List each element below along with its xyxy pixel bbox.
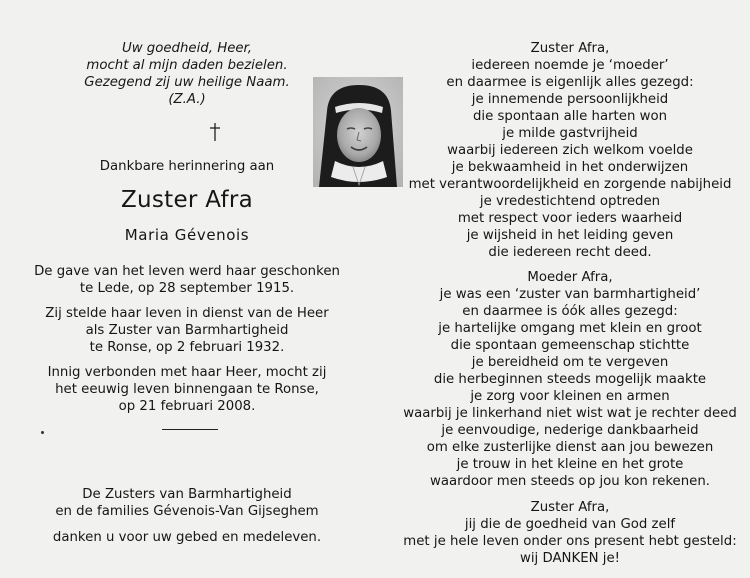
poem-line: je eenvoudige, nederige dankbaarheid bbox=[441, 423, 699, 438]
divider-line bbox=[162, 429, 218, 430]
prayer-line: Gezegend zij uw heilige Naam. bbox=[84, 75, 290, 90]
poem-line: iedereen noemde je ‘moeder’ bbox=[471, 58, 669, 73]
poem-line: waarbij je linkerhand niet wist wat je rechter deed bbox=[403, 406, 737, 421]
bio-line: als Zuster van Barmhartigheid bbox=[85, 323, 289, 338]
poem-line: Zuster Afra, bbox=[530, 500, 610, 515]
prayer-line: Uw goedheid, Heer, bbox=[121, 41, 253, 56]
poem-line: met respect voor ieders waarheid bbox=[457, 211, 683, 226]
poem-line: waardoor men steeds op jou kon rekenen. bbox=[429, 474, 711, 489]
bio-line: Innig verbonden met haar Heer, mocht zij bbox=[47, 365, 327, 380]
poem-line: en daarmee is eigenlijk alles gezegd: bbox=[446, 75, 694, 90]
poem-line: je zorg voor kleinen en armen bbox=[470, 389, 670, 404]
bio-line: De gave van het leven werd haar geschonken bbox=[34, 264, 340, 279]
poem-line: je bekwaamheid in het onderwijzen bbox=[451, 160, 689, 175]
poem-line: je trouw in het kleine en het grote bbox=[456, 457, 684, 472]
poem-line: je innemende persoonlijkheid bbox=[471, 92, 669, 107]
prayer-line: mocht al mijn daden bezielen. bbox=[86, 58, 288, 73]
family-line: De Zusters van Barmhartigheid bbox=[82, 487, 292, 502]
poem-line: je was een ‘zuster van barmhartigheid’ bbox=[439, 287, 701, 302]
family-line: en de families Gévenois-Van Gijseghem bbox=[55, 504, 319, 519]
poem-line: die herbeginnen steeds mogelijk maakte bbox=[433, 372, 707, 387]
poem-line: Zuster Afra, bbox=[530, 41, 610, 56]
poem-line: om elke zusterlijke dienst aan jou bewezen bbox=[426, 440, 714, 455]
poem-line: jij die de goedheid van God zelf bbox=[464, 517, 676, 532]
thanks-line: danken u voor uw gebed en medeleven. bbox=[52, 530, 322, 545]
civil-name: Maria Gévenois bbox=[124, 226, 250, 244]
poem-line: je hartelijke omgang met klein en groot bbox=[438, 321, 702, 336]
speck-mark bbox=[41, 431, 44, 434]
poem-line: je wijsheid in het leiding geven bbox=[466, 228, 674, 243]
poem-line: die iedereen recht deed. bbox=[488, 245, 652, 260]
bio-line: te Ronse, op 2 februari 1932. bbox=[89, 340, 285, 355]
poem-line: die spontaan alle harten won bbox=[472, 109, 668, 124]
bio-line: het eeuwig leven binnengaan te Ronse, bbox=[55, 382, 319, 397]
cross-icon bbox=[208, 122, 222, 142]
poem-line: en daarmee is óók alles gezegd: bbox=[462, 304, 678, 319]
poem-line: Moeder Afra, bbox=[527, 270, 613, 285]
poem-line: je milde gastvrijheid bbox=[502, 126, 638, 141]
deceased-name: Zuster Afra bbox=[120, 187, 254, 213]
poem-line: die spontaan gemeenschap stichtte bbox=[450, 338, 690, 353]
poem-line: je vredestichtend optreden bbox=[479, 194, 661, 209]
bio-line: Zij stelde haar leven in dienst van de Heer bbox=[45, 306, 329, 321]
poem-line: met verantwoordelijkheid en zorgende nabijheid bbox=[408, 177, 732, 192]
bio-line: te Lede, op 28 september 1915. bbox=[79, 281, 295, 296]
bio-line: op 21 februari 2008. bbox=[118, 399, 256, 414]
prayer-line: (Z.A.) bbox=[168, 92, 206, 107]
poem-line: wij DANKEN je! bbox=[519, 551, 621, 566]
poem-line: je bereidheid om te vergeven bbox=[471, 355, 669, 370]
portrait-photo bbox=[313, 77, 403, 187]
remembrance-heading: Dankbare herinnering aan bbox=[99, 159, 275, 174]
poem-line: met je hele leven onder ons present hebt gesteld: bbox=[403, 534, 737, 549]
poem-line: waarbij iedereen zich welkom voelde bbox=[447, 143, 693, 158]
